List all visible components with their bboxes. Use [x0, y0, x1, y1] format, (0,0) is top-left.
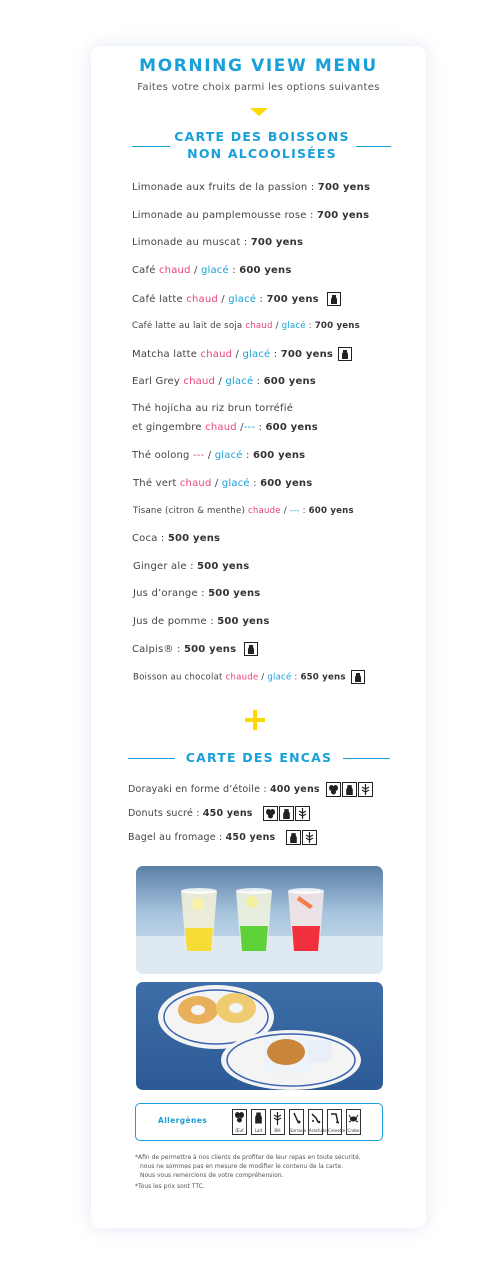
drink-item: Jus d’orange : 500 yens — [133, 588, 261, 599]
drink-item: Café latte chaud / glacé : 700 yens — [132, 292, 341, 306]
drink-item: Thé vert chaud / glacé : 600 yens — [133, 478, 313, 489]
note-line: nous ne sommes pas en mesure de modifier le contenu de la carte. — [140, 1163, 344, 1170]
snacks-section-title: CARTE DES ENCAS — [185, 750, 333, 765]
snack-item: Bagel au fromage : 450 yens — [128, 830, 317, 845]
drink-item: Limonade au pamplemousse rose : 700 yens — [132, 210, 370, 221]
milk-icon — [342, 782, 357, 797]
drink-item: Jus de pomme : 500 yens — [133, 616, 270, 627]
peanut-icon: Arachide — [308, 1109, 323, 1135]
menu-title: MORNING VIEW MENU — [139, 56, 378, 76]
section-divider — [128, 758, 175, 759]
drinks-section-title — [169, 128, 355, 162]
menu-subtitle: Faites votre choix parmi les options suivantes — [137, 82, 380, 93]
note-line: *Tous les prix sont TTC. — [135, 1183, 205, 1190]
crab-icon: Crabe — [346, 1109, 361, 1135]
wheat-icon — [358, 782, 373, 797]
section-divider — [343, 758, 390, 759]
drink-item: Ginger ale : 500 yens — [133, 561, 250, 572]
egg-icon — [263, 806, 278, 821]
wheat-icon — [295, 806, 310, 821]
drinks-title-line2: NON ALCOOLISÉES — [187, 146, 337, 161]
section-divider — [132, 146, 170, 147]
snack-item: Donuts sucré : 450 yens — [128, 806, 310, 821]
drink-item: Calpis® : 500 yens — [132, 642, 258, 656]
drink-item: Café chaud / glacé : 600 yens — [132, 265, 292, 276]
drink-item: Thé hojicha au riz brun torréfié — [132, 403, 294, 414]
shrimp-icon: Crevette — [327, 1109, 342, 1135]
milk-icon — [327, 292, 341, 306]
menu-card — [91, 46, 426, 1228]
down-triangle-icon — [250, 108, 268, 116]
milk-icon — [286, 830, 301, 845]
buckwheat-icon: Sarrasin — [289, 1109, 304, 1135]
milk-icon — [338, 347, 352, 361]
drink-item: Tisane (citron & menthe) chaude / --- : 600 yens — [133, 506, 354, 516]
drink-item: Earl Grey chaud / glacé : 600 yens — [132, 376, 316, 387]
wheat-icon — [302, 830, 317, 845]
drink-item: Limonade aux fruits de la passion : 700 yens — [132, 182, 371, 193]
milk-icon — [279, 806, 294, 821]
allergen-label: Allergènes — [158, 1116, 208, 1125]
drink-item: Thé oolong --- / glacé : 600 yens — [132, 450, 306, 461]
drink-item: Coca : 500 yens — [132, 533, 221, 544]
wheat-icon: Blé — [270, 1109, 285, 1135]
drink-item: Matcha latte chaud / glacé : 700 yens — [132, 347, 352, 361]
drink-item: Café latte au lait de soja chaud / glacé : 700 yens — [132, 321, 360, 331]
note-line: Nous vous remercions de votre compréhension. — [140, 1172, 284, 1179]
note-line: *Afin de permettre à nos clients de profiter de leur repas en toute sécurité, — [135, 1154, 361, 1161]
drink-item-continued: et gingembre chaud /--- : 600 yens — [132, 422, 318, 433]
egg-icon — [326, 782, 341, 797]
milk-icon — [244, 642, 258, 656]
snacks-photo — [136, 982, 383, 1090]
egg-icon: Œuf — [232, 1109, 247, 1135]
allergen-legend — [135, 1103, 383, 1141]
drink-item: Boisson au chocolat chaude / glacé : 650 yens — [133, 670, 365, 685]
plus-icon — [245, 710, 265, 730]
drinks-title-line1: CARTE DES BOISSONS — [174, 129, 350, 144]
drink-item: Limonade au muscat : 700 yens — [132, 237, 304, 248]
milk-icon — [351, 670, 365, 684]
snack-item: Dorayaki en forme d’étoile : 400 yens — [128, 782, 373, 797]
section-divider — [356, 146, 391, 147]
milk-icon: Lait — [251, 1109, 266, 1135]
drinks-photo — [136, 866, 383, 974]
